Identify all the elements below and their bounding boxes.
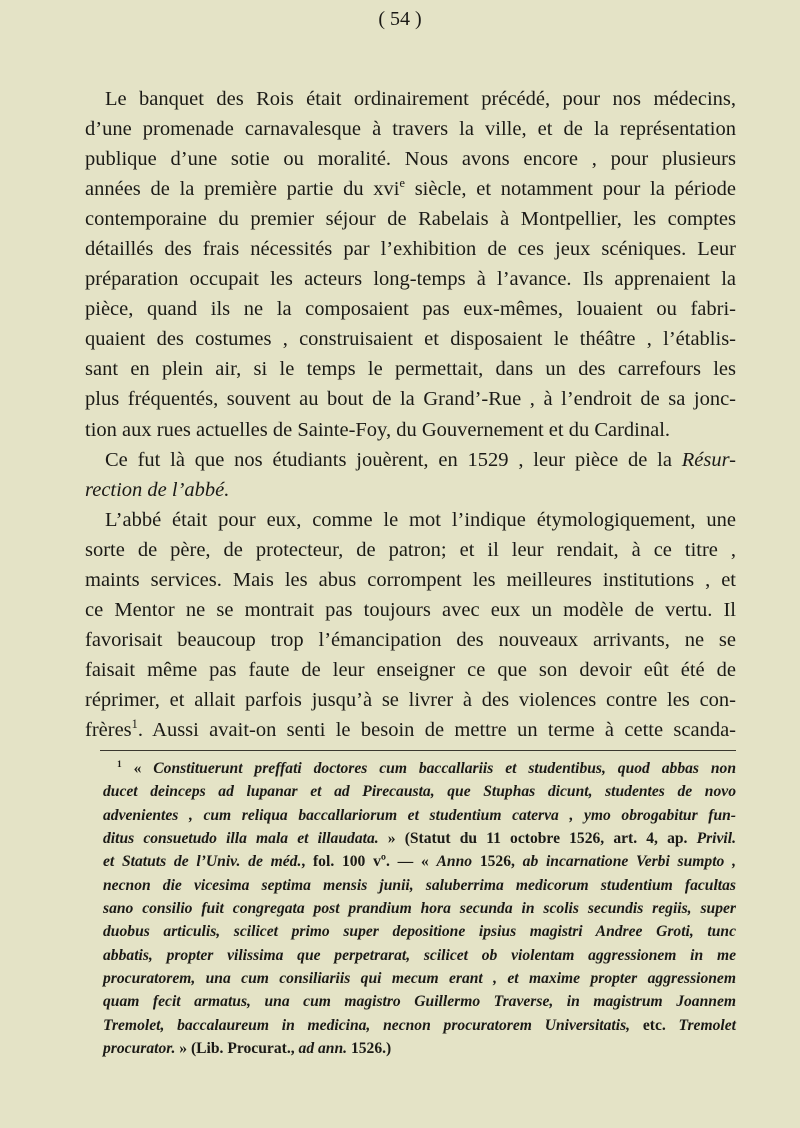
text-segment: » (Lib. Procurat., [175,1040,299,1058]
text-segment: Ce fut là que nos étudiants jouèrent, en 1529 , leur pièce de la [105,448,682,471]
italic-text: advenientes , cum reliqua baccallariorum et studentium caterva , ymo obrogabitur fun- [103,806,736,824]
italic-text: rection de l’abbé. [85,478,230,501]
footnote-line [103,897,736,920]
italic-text: Anno [436,853,473,871]
text-segment: préparation occupait les acteurs long-temps à l’avance. Ils apprenaient la [85,268,736,291]
italic-text: ad ann. [298,1040,348,1058]
text-segment: Le banquet des Rois était ordinairement précédé, pour nos médecins, [105,88,736,110]
italic-text: ducet deinceps ad lupanar et ad Pirecausta, que Stuphas dicunt, studentes de novo [103,783,736,801]
text-line [85,234,736,264]
italic-text: necnon die vicesima septima mensis junii, saluberrima medicorum studentium facultas [103,876,736,894]
footnote-line [103,1014,736,1037]
text-segment: L’abbé était pour eux, comme le mot l’indique étymologiquement, une [105,508,736,531]
text-line [85,144,736,174]
text-line [85,354,736,384]
footnote-line [103,990,736,1013]
superscript: 1 [117,759,122,770]
text-segment: pièce, quand ils ne la composaient pas eux-mêmes, louaient ou fabri- [85,298,736,321]
footnote-line [103,827,736,850]
footnote-line [103,780,736,803]
text-line [85,114,736,144]
italic-text: Tremolet [678,1016,736,1034]
text-segment: publique d’une sotie ou moralité. Nous avons encore , pour plusieurs [85,148,736,171]
text-segment: » (Statut du 11 octobre 1526, art. 4, ap. [378,830,697,848]
text-segment: détaillés des frais nécessités par l’exhibition de ces jeux scéniques. Leur [85,238,736,261]
footnote [103,757,736,1060]
footnote-line [103,874,736,897]
italic-text: ab incarnatione Verbi sumpto , [522,853,736,871]
italic-text: ditus consuetudo illa mala et illaudata. [103,830,379,848]
superscript: 1 [131,717,138,732]
text-line [85,324,736,354]
text-segment: 1526.) [347,1040,392,1058]
text-segment: ce Mentor ne se montrait pas toujours avec eux un modèle de vertu. Il [85,598,736,621]
italic-text: duobus articulis, scilicet primo super depositione ipsius magistri Andree Groti, tunc [103,923,736,941]
text-segment: favorisait beaucoup trop l’émancipation des nouveaux arrivants, ne se [85,628,736,651]
footnote-line [103,804,736,827]
text-line [85,685,736,715]
footnote-line [103,850,736,873]
footnote-line [103,944,736,967]
text-segment: sant en plein air, si le temps le permettait, dans un des carrefours les [85,358,736,381]
footnote-line [103,920,736,943]
italic-text: Résur- [681,448,736,471]
text-segment: années de la première partie du xvi [85,178,400,201]
text-line [85,264,736,294]
text-line [85,84,736,114]
text-line [85,595,736,625]
text-line [85,535,736,565]
italic-text: procurator. [103,1040,176,1058]
text-segment: plus fréquentés, souvent au bout de la Grand’-Rue , à l’endroit de sa jonc- [85,388,736,411]
superscript: e [399,176,405,191]
text-segment: tion aux rues actuelles de Sainte-Foy, du Gouvernement et du Cardinal. [85,418,671,441]
text-line [85,625,736,655]
text-segment: quaient des costumes , construisaient et disposaient le théâtre , l’établis- [85,328,736,351]
text-segment: , fol. 100 vº. — « [301,853,437,871]
text-line [85,384,736,414]
text-line [85,715,736,745]
text-segment: . Aussi avait-on senti le besoin de mettre un terme à cette scanda- [137,718,736,741]
text-line [85,415,736,445]
italic-text: sano consilio fuit congregata post prandium hora secunda in scolis secundis regiis, super [103,900,736,918]
italic-text: et Statuts de l’Univ. de méd. [103,853,302,871]
italic-text: abbatis, propter vilissima que perpetrarat, scilicet ob violentam aggressionem in me [103,946,736,964]
text-line [85,565,736,595]
text-line [85,475,736,505]
text-line [85,294,736,324]
text-line [85,445,736,475]
text-line [85,505,736,535]
text-line [85,204,736,234]
body-text [85,84,736,745]
footnote-line [103,1037,736,1060]
italic-text: Privil. [696,830,736,848]
text-segment: etc. [630,1016,679,1034]
footnote-separator [100,750,736,751]
footnote-line [103,757,736,780]
page-number: ( 54 ) [378,8,422,30]
text-segment: maints services. Mais les abus corrompent les meilleures institutions , et [85,568,736,591]
footnote-line [103,967,736,990]
text-segment: contemporaine du premier séjour de Rabelais à Montpellier, les comptes [85,208,736,231]
text-segment: d’une promenade carnavalesque à travers la ville, et de la représentation [85,118,736,141]
text-segment: faisait même pas faute de leur enseigner ce que son devoir eût été de [85,658,736,681]
text-segment: siècle, et notamment pour la période [404,178,736,201]
italic-text: Constituerunt preffati doctores cum baccallariis et studentibus, quod abbas non [153,760,736,777]
text-segment: 1526, [472,853,523,871]
italic-text: procuratorem, una cum consiliariis qui mecum erant , et maxime propter aggressionem [103,970,736,988]
italic-text: Tremolet, baccalaureum in medicina, necnon procuratorem Universitatis, [103,1016,631,1034]
text-line [85,174,736,204]
text-segment: réprimer, et allait parfois jusqu’à se livrer à des violences contre les con- [85,688,736,711]
text-line [85,655,736,685]
italic-text: quam fecit armatus, una cum magistro Guillermo Traverse, in magistrum Joannem [103,993,736,1011]
text-segment: frères [85,718,132,741]
text-segment: sorte de père, de protecteur, de patron; et il leur rendait, à ce titre , [85,538,736,561]
text-segment: « [121,760,154,777]
